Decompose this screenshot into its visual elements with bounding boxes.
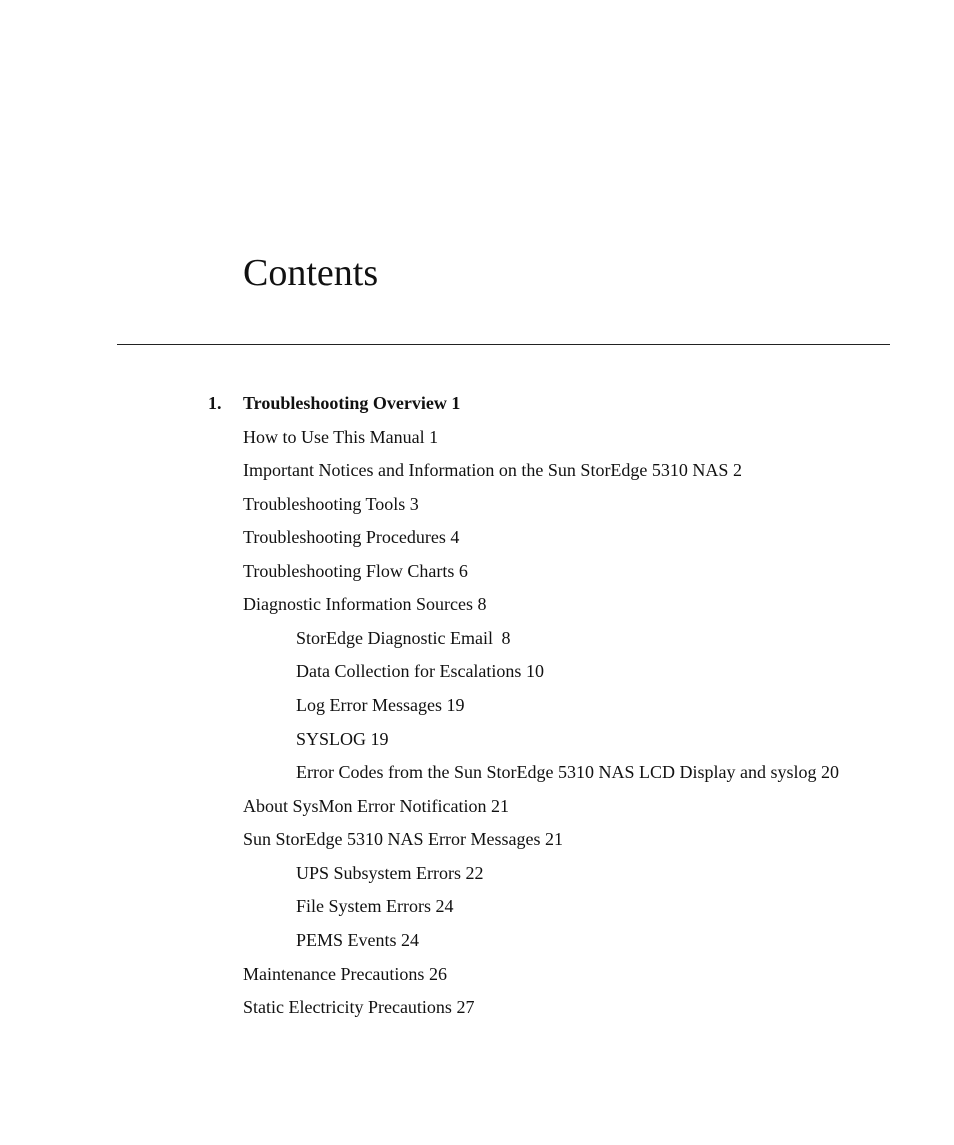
toc-entry-page: 6	[458, 561, 468, 581]
toc-entry[interactable]	[243, 593, 486, 615]
toc-entry[interactable]	[243, 795, 509, 817]
toc-entry-title: Troubleshooting Procedures	[243, 527, 446, 547]
toc-entry[interactable]	[243, 560, 468, 582]
toc-entry-title: Error Codes from the Sun StorEdge 5310 NAS LCD Display and syslog	[296, 762, 817, 782]
toc-entry-title: File System Errors	[296, 896, 431, 916]
toc-entry-page: 21	[544, 829, 563, 849]
toc-entry-page: 27	[456, 997, 475, 1017]
toc-subentry[interactable]	[296, 862, 484, 884]
toc-entry-title: Static Electricity Precautions	[243, 997, 452, 1017]
toc-subentry[interactable]	[296, 694, 464, 716]
toc-entry-title: Data Collection for Escalations	[296, 661, 522, 681]
toc-entry[interactable]	[243, 963, 447, 985]
toc-entry-page: 21	[490, 796, 509, 816]
toc-entry-page: 3	[409, 494, 419, 514]
toc-entry-page: 1	[429, 427, 439, 447]
toc-entry-title: StorEdge Diagnostic Email	[296, 628, 493, 648]
toc-entry[interactable]	[243, 493, 419, 515]
toc-chapter-number: 1.	[208, 393, 222, 413]
toc-entry-page: 8	[501, 628, 511, 648]
toc-entry-page: 24	[435, 896, 454, 916]
toc-entry-page: 4	[450, 527, 460, 547]
toc-entry-title: Log Error Messages	[296, 695, 442, 715]
toc-entry[interactable]	[243, 526, 459, 548]
toc-entry[interactable]	[243, 828, 563, 850]
toc-entry-page: 20	[820, 762, 839, 782]
toc-entry-page: 24	[401, 930, 420, 950]
title-divider	[117, 344, 890, 345]
toc-subentry[interactable]	[296, 728, 389, 750]
toc-entry-title: How to Use This Manual	[243, 427, 425, 447]
toc-entry-title: UPS Subsystem Errors	[296, 863, 462, 883]
toc-entry-page: 19	[370, 729, 389, 749]
toc-subentry[interactable]	[296, 929, 419, 951]
toc-entry-title: Troubleshooting Overview	[243, 393, 447, 413]
toc-entry-page: 19	[446, 695, 465, 715]
toc-entry[interactable]	[243, 459, 742, 481]
toc-entry-page: 22	[465, 863, 484, 883]
toc-entry-page: 1	[451, 393, 461, 413]
toc-subentry[interactable]	[296, 761, 839, 783]
toc-entry-page: 2	[732, 460, 742, 480]
toc-entry-title: Troubleshooting Flow Charts	[243, 561, 455, 581]
toc-entry-page: 8	[477, 594, 487, 614]
toc-subentry[interactable]	[296, 627, 510, 649]
toc-subentry[interactable]	[296, 895, 454, 917]
toc-entry-title: Sun StorEdge 5310 NAS Error Messages	[243, 829, 541, 849]
toc-entry-title: Maintenance Precautions	[243, 964, 425, 984]
toc-chapter-1[interactable]	[208, 392, 461, 414]
toc-entry[interactable]	[243, 996, 474, 1018]
toc-entry-title: SYSLOG	[296, 729, 367, 749]
page-title: Contents	[243, 252, 379, 294]
toc-entry-page: 10	[525, 661, 544, 681]
toc-entry-title: About SysMon Error Notification	[243, 796, 487, 816]
toc-entry[interactable]	[243, 426, 438, 448]
toc-entry-page: 26	[428, 964, 447, 984]
toc-entry-title: Troubleshooting Tools	[243, 494, 406, 514]
toc-entry-title: Diagnostic Information Sources	[243, 594, 473, 614]
toc-subentry[interactable]	[296, 660, 544, 682]
toc-entry-title: Important Notices and Information on the Sun StorEdge 5310 NAS	[243, 460, 729, 480]
toc-entry-title: PEMS Events	[296, 930, 397, 950]
